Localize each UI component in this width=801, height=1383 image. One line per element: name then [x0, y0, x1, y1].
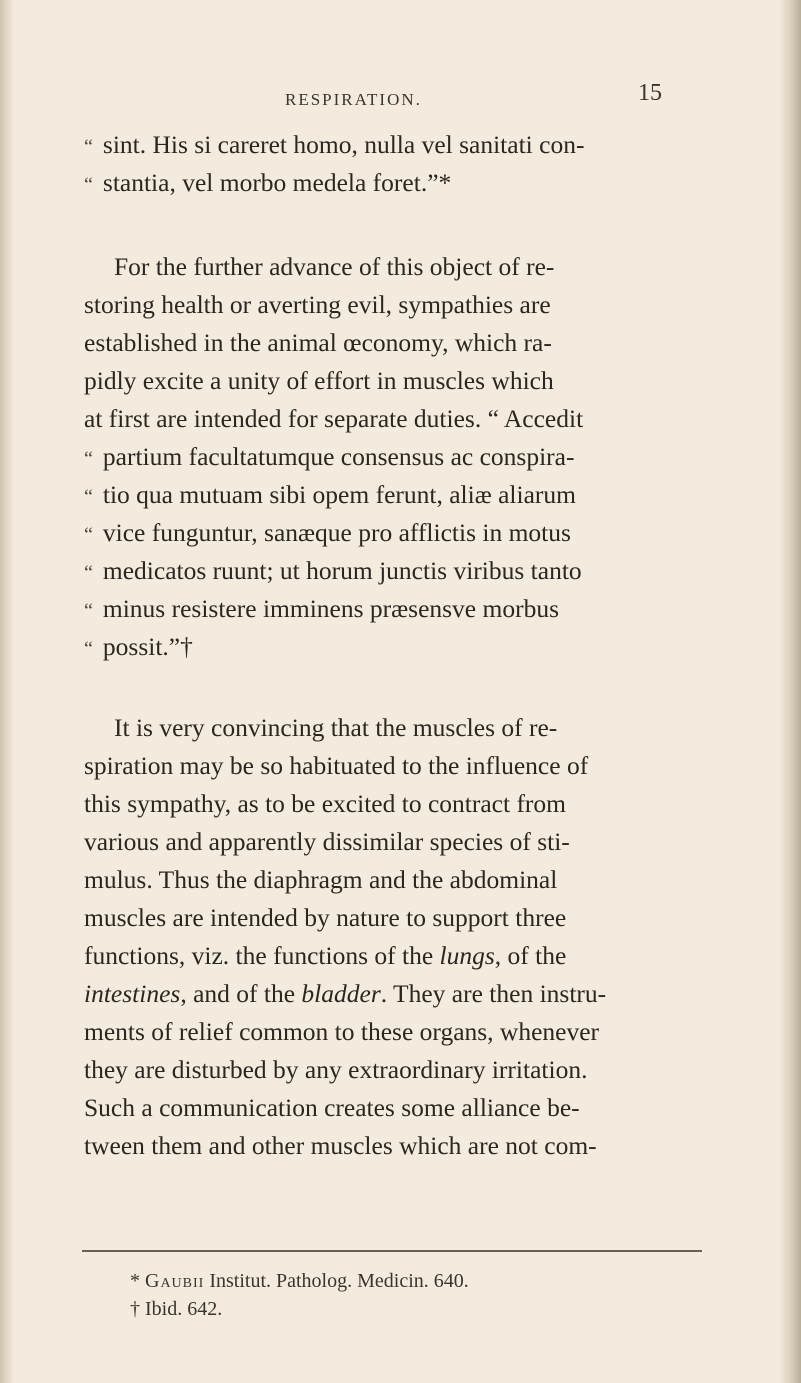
footnote-author: Gaubii [145, 1270, 205, 1292]
line-text: minus resistere imminens præsensve morbus [102, 594, 560, 623]
line-text: sint. His si careret homo, nulla vel sanitati con- [102, 130, 585, 159]
text-line [84, 594, 559, 626]
quote-mark: “ [84, 174, 93, 196]
quote-mark: “ [84, 638, 93, 660]
line-text: vice funguntur, sanæque pro afflictis in motus [102, 518, 571, 547]
text-line: muscles are intended by nature to support three [84, 903, 567, 932]
line-text: partium facultatumque consensus ac conspira- [102, 442, 575, 471]
text-line: storing health or averting evil, sympathies are [84, 290, 551, 319]
text-line: For the further advance of this object of re- [114, 252, 555, 281]
line-text: medicatos ruunt; ut horum junctis viribus tanto [102, 556, 582, 585]
line-text: , of the [494, 941, 567, 970]
italic-term: bladder [301, 979, 381, 1008]
line-text: , and of the [180, 979, 302, 1008]
text-line [84, 518, 571, 550]
text-line [84, 979, 606, 1009]
text-line: pidly excite a unity of effort in muscles which [84, 366, 554, 395]
text-line [84, 480, 576, 512]
page-header [0, 68, 801, 108]
line-text: possit.”† [102, 632, 193, 661]
text-line: established in the animal œconomy, which ra- [84, 328, 552, 357]
text-line: at first are intended for separate duties. “ Accedit [84, 404, 584, 433]
text-line: tween them and other muscles which are not com- [84, 1131, 597, 1160]
text-line: they are disturbed by any extraordinary irritation. [84, 1055, 588, 1084]
line-text: tio qua mutuam sibi opem ferunt, aliæ aliarum [102, 480, 576, 509]
quote-mark: “ [84, 448, 93, 470]
text-line [84, 168, 451, 200]
text-line: spiration may be so habituated to the influence of [84, 751, 589, 780]
text-line: various and apparently dissimilar species of sti- [84, 827, 570, 856]
text-line: this sympathy, as to be excited to contract from [84, 789, 567, 818]
page-number: 15 [638, 80, 662, 106]
line-text: functions, viz. the functions of the [84, 941, 440, 970]
footnote-divider [82, 1250, 702, 1252]
line-text: . They are then instru- [380, 979, 607, 1008]
page-edge-left [0, 0, 14, 1383]
footnote-mark: * [130, 1270, 140, 1292]
text-line: mulus. Thus the diaphragm and the abdominal [84, 865, 558, 894]
text-line [84, 130, 584, 162]
footnote-mark: † [130, 1298, 140, 1320]
text-line [84, 632, 193, 664]
running-head: RESPIRATION. [285, 90, 422, 109]
italic-term: lungs [439, 941, 495, 970]
quote-mark: “ [84, 136, 93, 158]
footnote-text: Ibid. 642. [140, 1298, 223, 1320]
quote-mark: “ [84, 524, 93, 546]
footnote-text: Institut. Patholog. Medicin. 640. [204, 1270, 469, 1292]
quote-mark: “ [84, 600, 93, 622]
text-line: It is very convincing that the muscles of re- [114, 713, 558, 742]
quote-mark: “ [84, 562, 93, 584]
footnote-1 [130, 1268, 469, 1294]
quote-mark: “ [84, 486, 93, 508]
text-line: ments of relief common to these organs, whenever [84, 1017, 600, 1046]
text-line [84, 556, 582, 588]
page-edge-right [779, 0, 801, 1383]
footnote-2 [130, 1296, 222, 1322]
line-text: stantia, vel morbo medela foret.”* [102, 168, 452, 197]
text-line [84, 941, 566, 971]
text-line [84, 442, 574, 474]
text-line: Such a communication creates some alliance be- [84, 1093, 580, 1122]
italic-term: intestines [84, 979, 181, 1008]
